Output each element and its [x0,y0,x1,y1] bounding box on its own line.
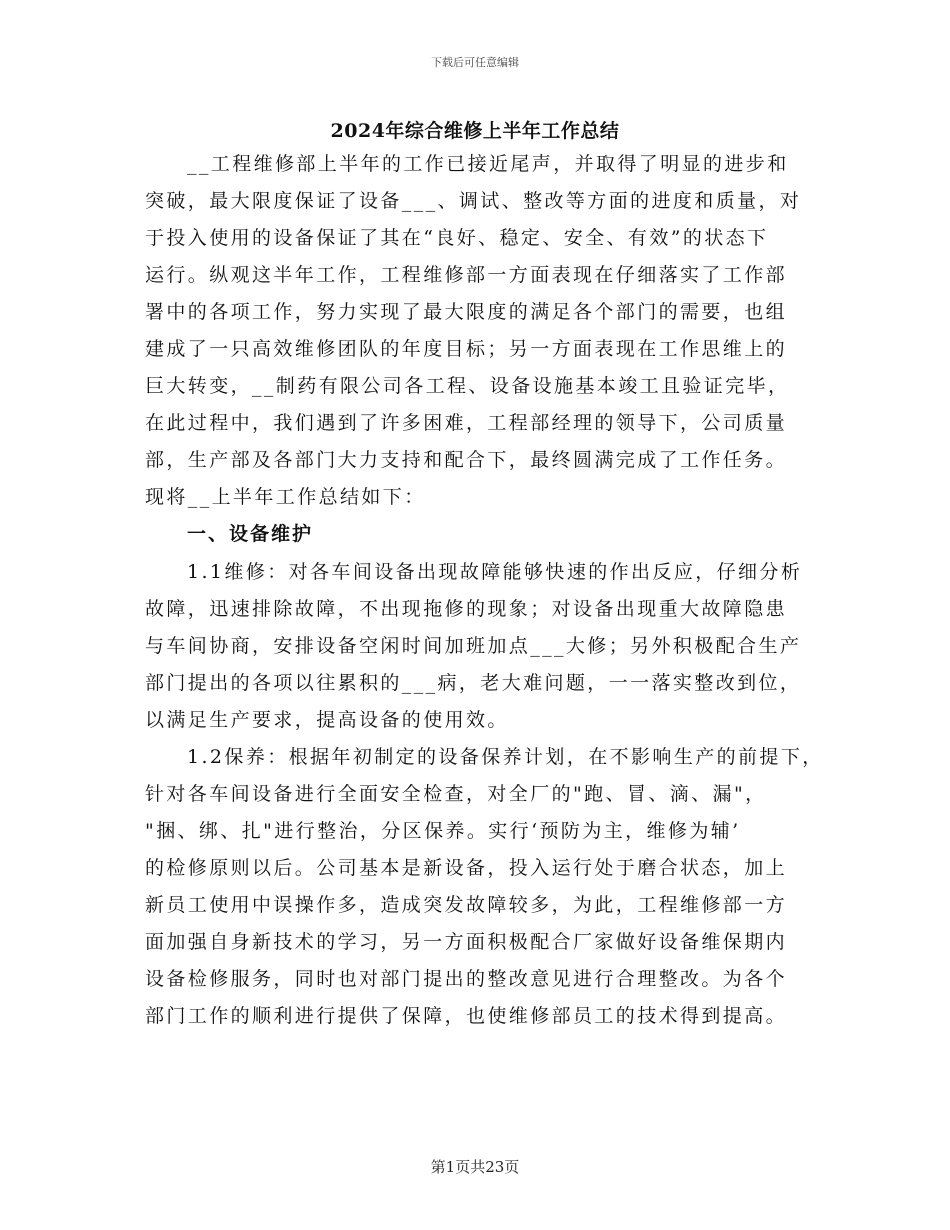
paragraph-line: 1.2保养：根据年初制定的设备保养计划，在不影响生产的前提下， [187,746,824,768]
paragraph-line: 部门提出的各项以往累积的___病，老大难问题，一一落实整改到位， [145,672,802,694]
paragraph-line: 部门工作的顺利进行提供了保障，也使维修部员工的技术得到提高。 [145,1005,788,1027]
paragraph-line: 建成了一只高效维修团队的年度目标；另一方面表现在工作思维上的 [145,338,788,360]
paragraph-line: 运行。纵观这半年工作，工程维修部一方面表现在仔细落实了工作部 [145,264,788,286]
paragraph-line: 现将__上半年工作总结如下： [145,486,426,508]
paragraph-line: 以满足生产要求，提高设备的使用效。 [145,709,509,731]
paragraph-line: 设备检修服务，同时也对部门提出的整改意见进行合理整改。为各个 [145,968,788,990]
paragraph-line: 突破，最大限度保证了设备___、调试、整改等方面的进度和质量，对 [145,190,802,212]
paragraph-line: 的检修原则以后。公司基本是新设备，投入运行处于磨合状态，加上 [145,857,788,879]
page-header: 下载后可任意编辑 [431,56,519,69]
page-number-footer: 第1页共23页 [430,1158,520,1176]
paragraph-line: 针对各车间设备进行全面安全检查，对全厂的"跑、冒、滴、漏"， [145,783,767,805]
section-heading: 一、设备维护 [187,523,314,545]
paragraph-line: 新员工使用中误操作多，造成突发故障较多，为此，工程维修部一方 [145,894,788,916]
paragraph-line: 故障，迅速排除故障，不出现拖修的现象；对设备出现重大故障隐患 [145,598,788,620]
paragraph-line: "捆、绑、扎"进行整治，分区保养。实行‘预防为主，维修为辅’ [145,820,741,842]
document-title: 2024年综合维修上半年工作总结 [330,120,620,142]
paragraph-line: 于投入使用的设备保证了其在“良好、稳定、安全、有效”的状态下 [145,227,769,249]
paragraph-line: 部，生产部及各部门大力支持和配合下，最终圆满完成了工作任务。 [145,449,788,471]
paragraph-line: 与车间协商，安排设备空闲时间加班加点___大修；另外积极配合生产 [145,635,802,657]
paragraph-line: 巨大转变，__制药有限公司各工程、设备设施基本竣工且验证完毕， [145,375,790,397]
paragraph-line: 1.1维修：对各车间设备出现故障能够快速的作出反应，仔细分析 [187,561,803,583]
paragraph-line: 署中的各项工作，努力实现了最大限度的满足各个部门的需要，也组 [145,301,788,323]
paragraph-line: 面加强自身新技术的学习，另一方面积极配合厂家做好设备维保期内 [145,931,788,953]
paragraph-line: __工程维修部上半年的工作已接近尾声，并取得了明显的进步和 [187,153,789,175]
paragraph-line: 在此过程中，我们遇到了许多困难，工程部经理的领导下，公司质量 [145,412,788,434]
